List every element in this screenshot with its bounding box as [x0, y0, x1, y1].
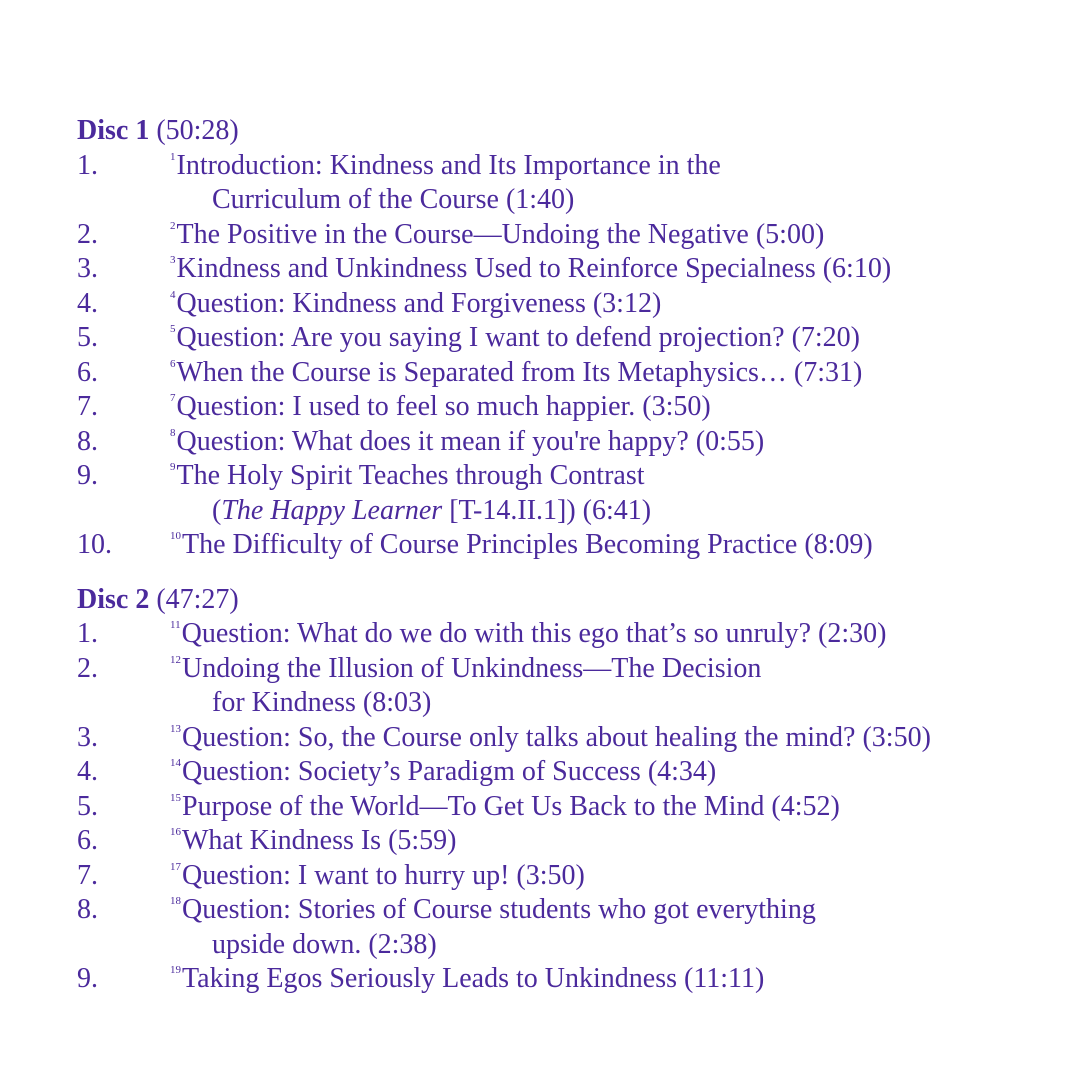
footnote-marker: 10 — [170, 530, 181, 542]
track-item — [77, 617, 1067, 652]
track-title: Question: I want to hurry up! (3:50) — [182, 859, 585, 891]
footnote-marker: 19 — [170, 964, 181, 976]
disc-title: Disc 2 — [77, 583, 150, 615]
track-title-continuation: for Kindness (8:03) — [212, 687, 432, 718]
track-number: 7. — [77, 859, 98, 891]
track-number: 6. — [77, 825, 98, 856]
track-number: 1. — [77, 618, 98, 649]
track-title: Question: Society’s Paradigm of Success (4:34) — [182, 756, 717, 787]
track-item — [77, 425, 1067, 460]
track-item — [77, 652, 1067, 721]
track-item — [77, 459, 1067, 528]
footnote-marker: 14 — [170, 757, 181, 769]
track-title: Kindness and Unkindness Used to Reinforce Specialness (6:10) — [176, 253, 892, 284]
track-item — [77, 356, 1067, 391]
track-title: When the Course is Separated from Its Metaphysics… (7:31) — [176, 356, 863, 388]
disc-heading — [77, 583, 1067, 618]
footnote-marker: 2 — [170, 219, 176, 232]
track-number: 2. — [77, 218, 98, 250]
footnote-marker: 3 — [170, 254, 176, 266]
track-number: 7. — [77, 391, 98, 422]
book-title: The Happy Learner — [221, 494, 443, 526]
footnote-marker: 5 — [170, 323, 176, 335]
footnote-marker: 1 — [170, 150, 176, 163]
track-title: The Positive in the Course—Undoing the Negative (5:00) — [176, 218, 825, 250]
track-title-continuation — [77, 494, 1067, 529]
disc-2-section — [77, 583, 1067, 997]
track-number: 5. — [77, 322, 98, 353]
track-title-continuation: Curriculum of the Course (1:40) — [212, 184, 575, 215]
track-title-continuation: upside down. (2:38) — [212, 928, 437, 960]
track-item — [77, 859, 1067, 894]
track-number: 4. — [77, 287, 98, 319]
track-number: 6. — [77, 356, 98, 388]
track-number: 10. — [77, 529, 112, 560]
track-item — [77, 218, 1067, 253]
track-listing — [77, 114, 1067, 997]
track-number: 8. — [77, 894, 98, 925]
track-title: Question: Kindness and Forgiveness (3:12) — [176, 287, 662, 319]
track-number: 3. — [77, 721, 98, 753]
track-number: 5. — [77, 790, 98, 822]
disc-title: Disc 1 — [77, 115, 150, 146]
track-title: The Holy Spirit Teaches through Contrast — [176, 460, 645, 491]
track-title: Question: I used to feel so much happier. (3:50) — [176, 391, 711, 422]
track-number: 2. — [77, 652, 98, 684]
track-item — [77, 390, 1067, 425]
track-number: 9. — [77, 460, 98, 491]
track-title: Question: So, the Course only talks about healing the mind? (3:50) — [182, 721, 931, 753]
track-item — [77, 790, 1067, 825]
disc-heading — [77, 114, 1067, 149]
track-title: What Kindness Is (5:59) — [182, 825, 457, 856]
footnote-marker: 17 — [170, 860, 181, 873]
track-title: The Difficulty of Course Principles Becoming Practice (8:09) — [182, 529, 873, 560]
track-item — [77, 893, 1067, 962]
disc-1-section — [77, 114, 1067, 563]
track-title: Taking Egos Seriously Leads to Unkindness (11:11) — [182, 963, 765, 994]
track-title: Undoing the Illusion of Unkindness—The Decision — [182, 652, 762, 684]
track-item — [77, 149, 1067, 218]
track-title: Purpose of the World—To Get Us Back to the Mind (4:52) — [182, 790, 840, 822]
footnote-marker: 16 — [170, 826, 181, 838]
footnote-marker: 6 — [170, 357, 176, 370]
track-title: Question: What does it mean if you're happy? (0:55) — [176, 425, 765, 457]
footnote-marker: 9 — [170, 461, 176, 473]
footnote-marker: 12 — [170, 653, 181, 666]
disc-duration: (47:27) — [156, 583, 239, 615]
track-title: Question: What do we do with this ego that’s so unruly? (2:30) — [181, 618, 887, 649]
footnote-marker: 18 — [170, 895, 181, 907]
track-title: Introduction: Kindness and Its Importance in the — [176, 149, 721, 181]
track-title: Question: Stories of Course students who got everything — [182, 894, 816, 925]
footnote-marker: 15 — [170, 791, 181, 804]
track-item — [77, 962, 1067, 997]
reference-and-duration: [T-14.II.1]) (6:41) — [442, 494, 652, 526]
track-title: Question: Are you saying I want to defend projection? (7:20) — [176, 322, 860, 353]
track-number: 8. — [77, 425, 98, 457]
track-number: 1. — [77, 149, 98, 181]
track-item — [77, 287, 1067, 322]
track-item — [77, 528, 1067, 563]
track-item — [77, 252, 1067, 287]
disc-duration: (50:28) — [156, 115, 239, 146]
footnote-marker: 11 — [170, 619, 181, 631]
footnote-marker: 4 — [170, 288, 176, 301]
footnote-marker: 13 — [170, 722, 181, 735]
track-number: 3. — [77, 253, 98, 284]
track-number: 4. — [77, 756, 98, 787]
footnote-marker: 7 — [170, 392, 176, 404]
footnote-marker: 8 — [170, 426, 176, 439]
track-item — [77, 721, 1067, 756]
paren-open: ( — [212, 494, 222, 526]
track-item — [77, 824, 1067, 859]
track-item — [77, 321, 1067, 356]
track-item — [77, 755, 1067, 790]
track-number: 9. — [77, 963, 98, 994]
